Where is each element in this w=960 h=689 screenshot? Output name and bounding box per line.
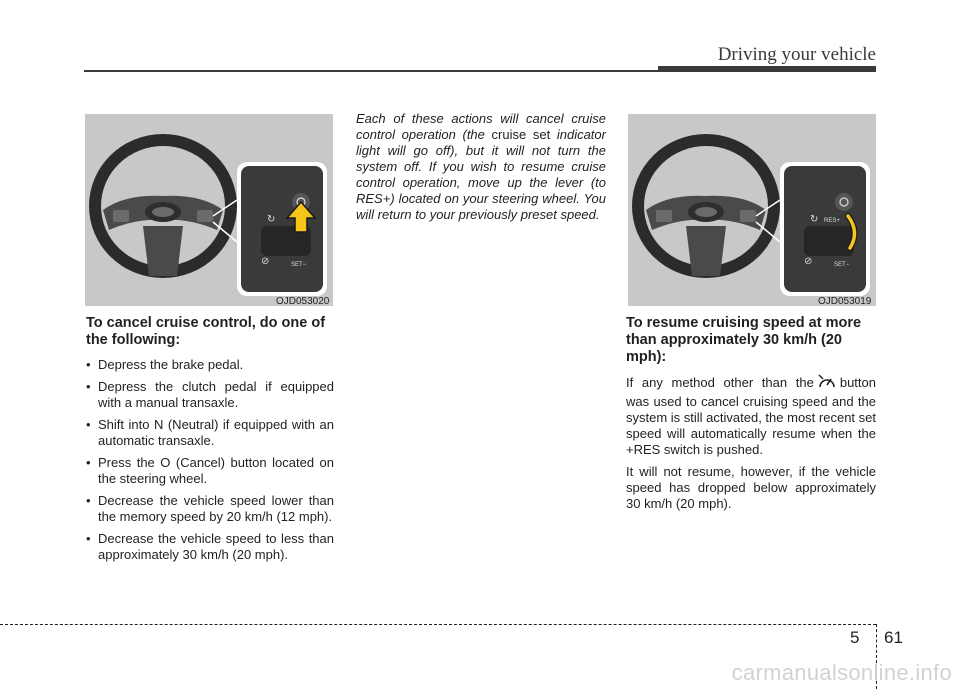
list-item: • Shift into N (Neutral) if equipped with an automatic transaxle. [86,417,334,449]
figure-cancel-steering-wheel [85,114,333,306]
resume-section [626,315,876,518]
svg-text:⊘: ⊘ [804,256,813,267]
list-item: • Depress the clutch pedal if equipped with a manual transaxle. [86,379,334,411]
note-text: Each of these actions will cancel cruise control operation (the [356,111,606,142]
note-text: indicator light will go off), but it will not turn the system off. If you wish to resume cruise control operation, move up the lever (to RES+) located on your steering wheel. You will return to your previously preset speed. [356,127,606,222]
section-title: Driving your vehicle [717,44,876,65]
resume-paragraph: It will not resume, however, if the vehicle speed has dropped below approximately 30 km/h (20 mph). [626,464,876,511]
note-text: cruise set [491,127,551,142]
cruise-switch-closeup [780,162,870,296]
figure-resume-steering-wheel [628,114,876,306]
list-item: • Depress the brake pedal. [86,357,334,373]
figure-caption: OJD053020 [276,296,330,307]
header-bar [658,66,876,72]
set-label: SET− [291,262,307,268]
figure-caption: OJD053019 [818,296,872,307]
resume-heading: To resume cruising speed at more than approximately 30 km/h (20 mph): [626,315,862,365]
list-item: • Press the O (Cancel) button located on the steering wheel. [86,455,334,487]
header-rule [84,70,658,72]
resume-paragraph: If any method other than the button was used to cancel cruising speed and the system is still activated, the most recent set speed will automatically resume when the +RES switch is pushed. [626,375,876,457]
cancel-section [86,315,334,569]
svg-text:↻: ↻ [810,214,819,225]
cruise-icon [817,374,837,394]
cancel-heading: To cancel cruise control, do one of the following: [86,315,326,348]
chapter-number: 5 [850,628,860,647]
list-item: • Decrease the vehicle speed lower than the memory speed by 20 km/h (12 mph). [86,493,334,525]
cancel-note-paragraph [356,111,606,223]
watermark: carmanualsonline.info [731,660,952,685]
cancel-list [86,357,334,563]
steering-wheel-illustration [632,134,780,278]
list-item: • Decrease the vehicle speed to less than approximately 30 km/h (20 mph). [86,531,334,563]
svg-text:↻: ↻ [267,214,276,225]
page-number: 61 [884,628,903,647]
set-label: SET− [834,262,850,268]
steering-wheel-illustration [89,134,237,278]
svg-text:⊘: ⊘ [261,256,270,267]
cruise-switch-closeup [237,162,327,296]
res-label: RES+ [824,218,840,224]
footer-rule [0,624,876,625]
